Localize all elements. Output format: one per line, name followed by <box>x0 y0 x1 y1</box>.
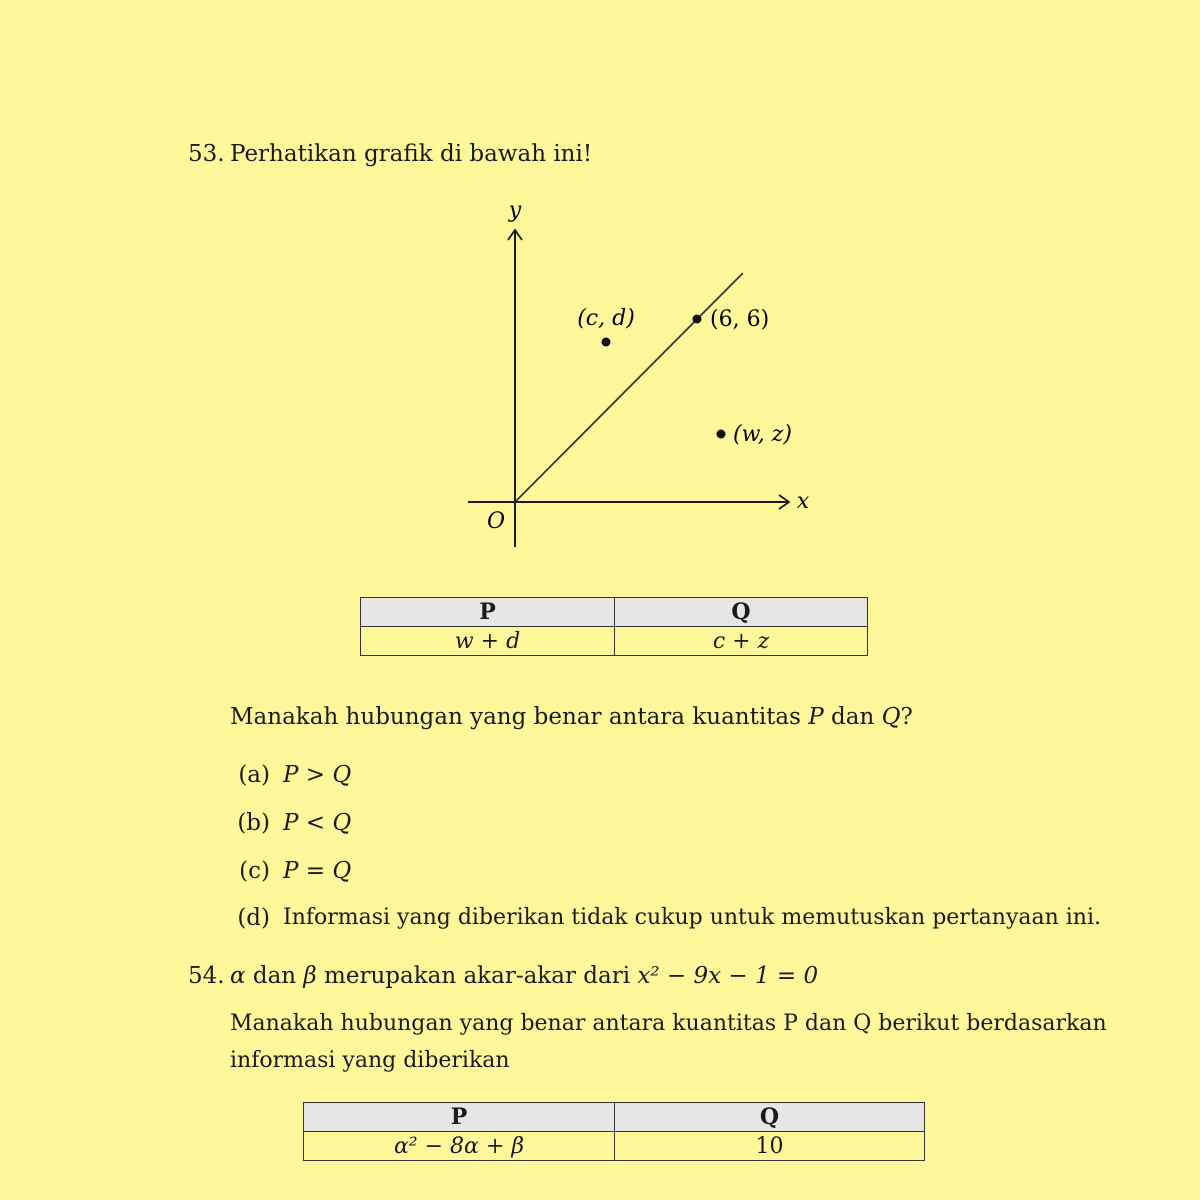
quantity-q: Q <box>881 704 901 730</box>
statement-dan: dan <box>245 963 304 989</box>
table-header-p: P <box>304 1103 615 1132</box>
table-header-q: Q <box>615 1103 925 1132</box>
y-axis-label: y <box>508 198 522 223</box>
point-c-d-label: (c, d) <box>577 306 635 331</box>
question-54-text-line2: informasi yang diberikan <box>230 1048 510 1073</box>
beta-symbol: β <box>303 963 317 989</box>
table-header-q: Q <box>615 598 868 627</box>
table-cell-q: c + z <box>615 627 868 656</box>
coordinate-graph <box>460 195 820 555</box>
alpha-symbol: α <box>230 963 246 989</box>
option-a-text[interactable]: P > Q <box>283 762 352 788</box>
table-cell-p: α² − 8α + β <box>304 1132 615 1161</box>
option-b-label[interactable]: (b) <box>237 810 270 836</box>
quantity-p: P <box>808 704 824 730</box>
table-header-p: P <box>361 598 615 627</box>
option-c-label[interactable]: (c) <box>239 858 270 884</box>
question-54-statement <box>230 961 818 991</box>
question-53-number: 53. <box>188 141 225 167</box>
quadratic-equation: x² − 9x − 1 = 0 <box>637 963 819 989</box>
question-text-prefix: Manakah hubungan yang benar antara kuantitas <box>230 704 809 730</box>
table-cell-p: w + d <box>361 627 615 656</box>
question-text-mid: dan <box>823 704 882 730</box>
option-c-text[interactable]: P = Q <box>283 858 352 884</box>
point-w-z <box>717 430 726 439</box>
question-53-prompt: Perhatikan grafik di bawah ini! <box>230 141 593 167</box>
question-54-number: 54. <box>188 963 225 989</box>
option-d-text[interactable]: Informasi yang diberikan tidak cukup untuk memutuskan pertanyaan ini. <box>283 905 1101 930</box>
point-6-6-label: (6, 6) <box>710 307 770 332</box>
question-53-text <box>230 702 913 732</box>
question-text-suffix: ? <box>900 704 913 730</box>
origin-label: O <box>486 509 506 534</box>
option-d-label[interactable]: (d) <box>237 905 270 931</box>
table-cell-q: 10 <box>615 1132 925 1161</box>
question-54-text-line1: Manakah hubungan yang benar antara kuantitas P dan Q berikut berdasarkan <box>230 1011 1107 1036</box>
point-c-d <box>602 338 611 347</box>
point-w-z-label: (w, z) <box>733 422 792 447</box>
question-53-table <box>360 597 868 656</box>
point-6-6 <box>693 315 702 324</box>
option-b-text[interactable]: P < Q <box>283 810 352 836</box>
x-axis-label: x <box>796 489 810 514</box>
question-54-table <box>303 1102 925 1161</box>
option-a-label[interactable]: (a) <box>238 762 270 788</box>
statement-mid: merupakan akar-akar dari <box>316 963 638 989</box>
